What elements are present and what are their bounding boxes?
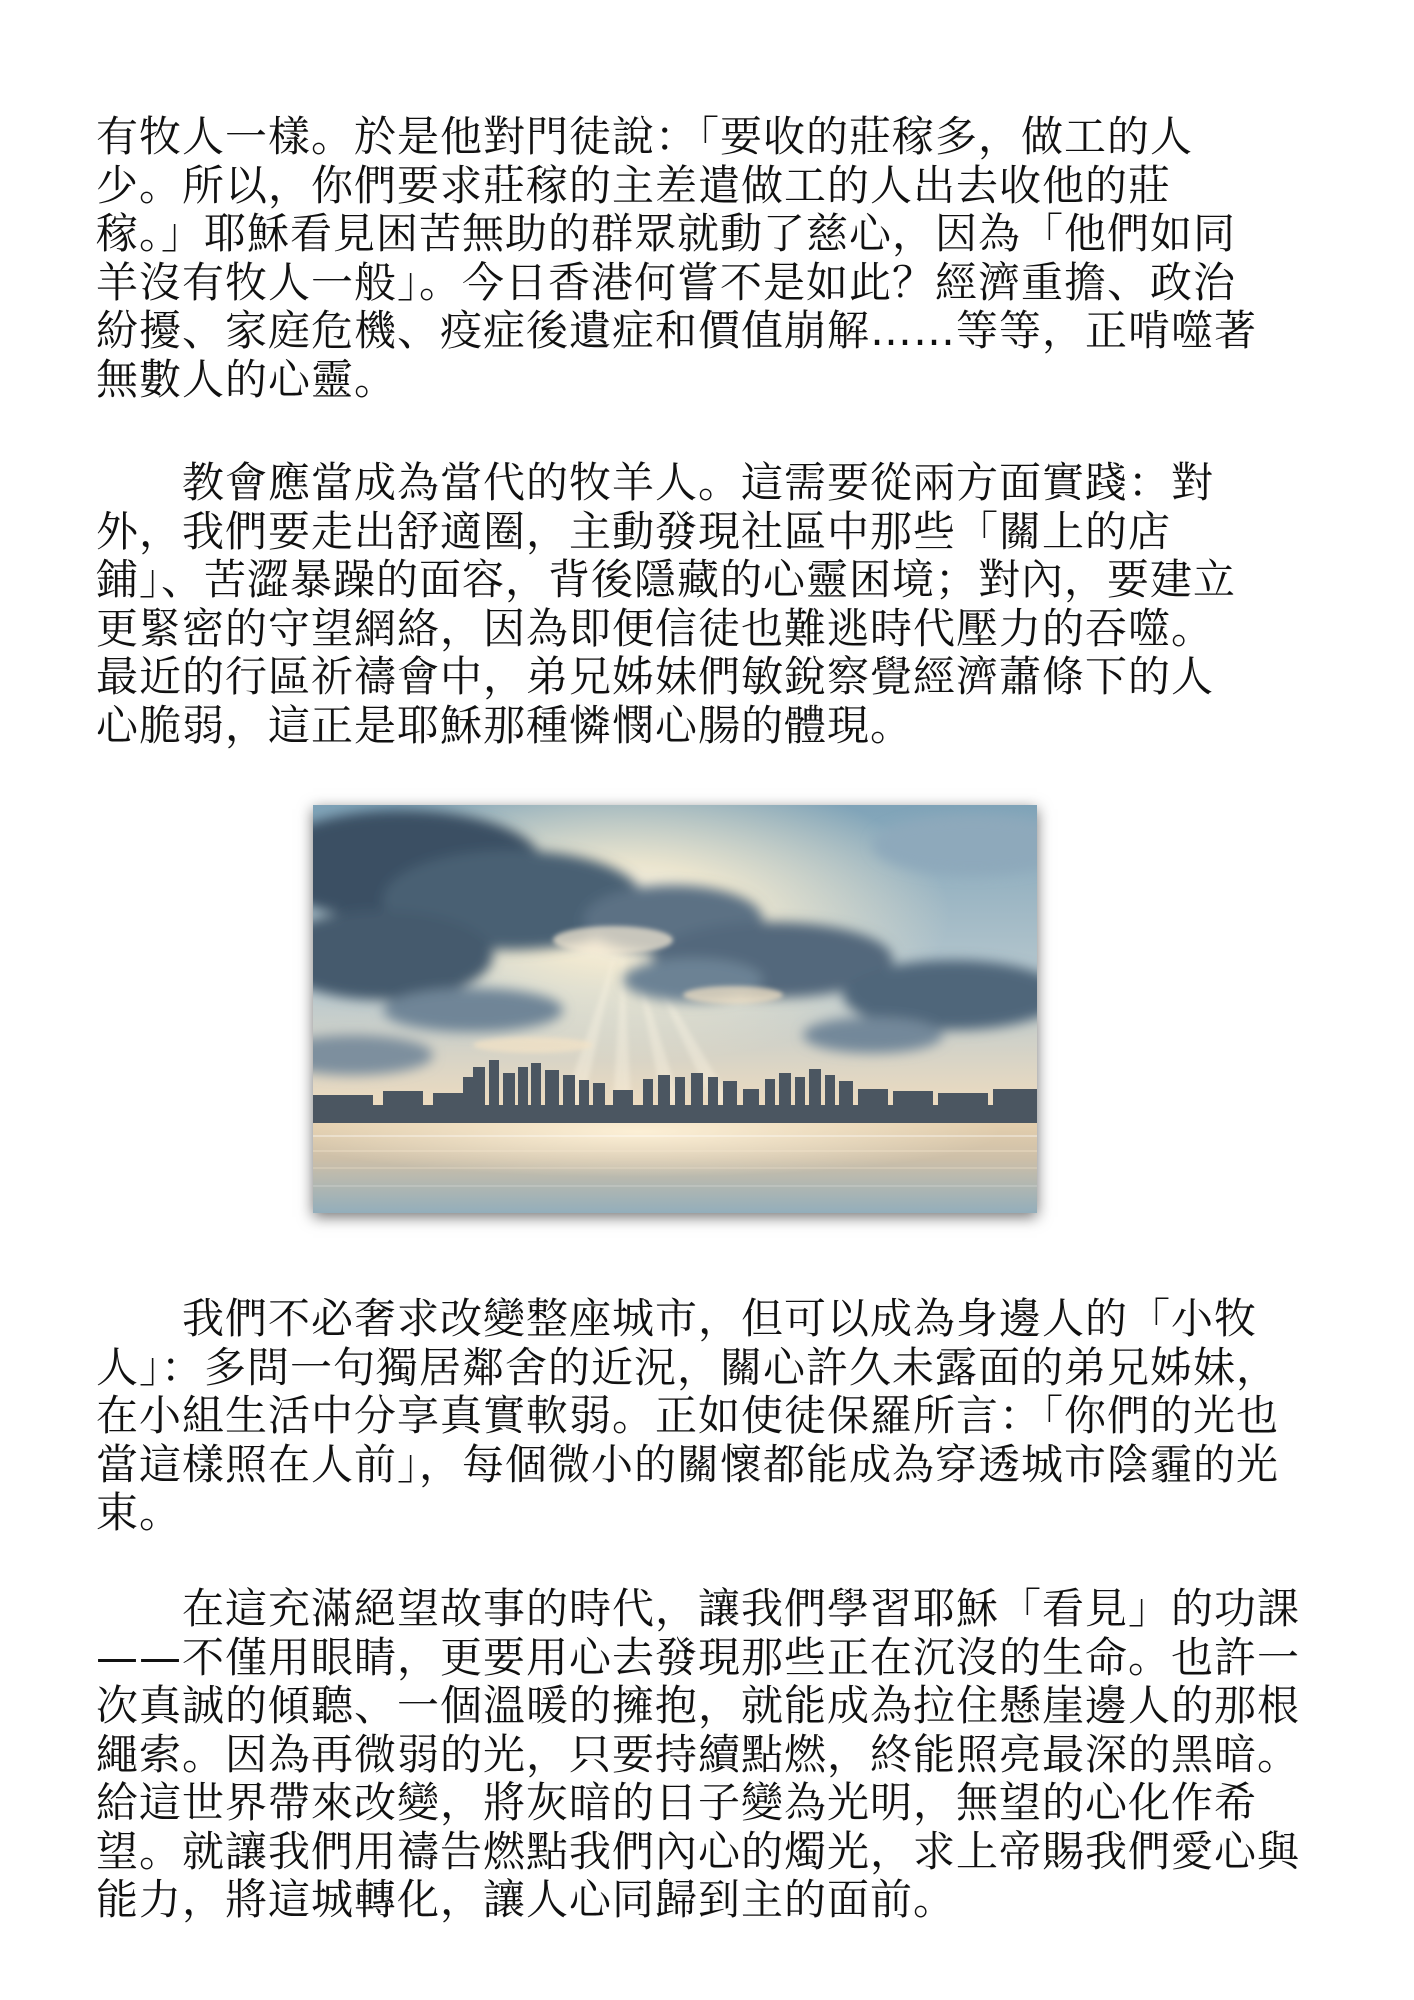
paragraph-1: 有牧人一樣。於是他對門徒說：「要收的莊稼多，做工的人 少。所以，你們要求莊稼的主差遣做工的人出去收他的莊 稼。」耶穌看見困苦無助的群眾就動了慈心，因為「他們如同 羊沒有牧人一般」。今日香港何嘗不是如此？經濟重擔、政治 紛擾、家庭危機、疫症後遺症和價值崩解……等等，正啃噬著 無數人的心靈。 [96,112,1258,404]
paragraph-3: 我們不必奢求改變整座城市，但可以成為身邊人的「小牧 人」：多問一句獨居鄰舍的近況，關心許久未露面的弟兄姊妹， 在小組生活中分享真實軟弱。正如使徒保羅所言：「你們的光也 當這樣照在人前」，每個微小的關懷都能成為穿透城市陰霾的光 束。 [96,1294,1280,1537]
paragraph-4: 在這充滿絕望故事的時代，讓我們學習耶穌「看見」的功課 ——不僅用眼睛，更要用心去發現那些正在沉沒的生命。也許一 次真誠的傾聽、一個溫暖的擁抱，就能成為拉住懸崖邊人的那根 繩索。因為再微弱的光，只要持續點燃，終能照亮最深的黑暗。 給這世界帶來改變，將灰暗的日子變為光明，無望的心化作希 望。就讓我們用禱告燃點我們內心的燭光，求上帝賜我們愛心與 能力，將這城轉化，讓人心同歸到主的面前。 [96,1584,1301,1924]
photo-illustration [313,805,1037,1213]
city-skyline-sunrise-photo [313,805,1037,1213]
paragraph-2: 教會應當成為當代的牧羊人。這需要從兩方面實踐：對 外，我們要走出舒適圈，主動發現社區中那些「關上的店 鋪」、苦澀暴躁的面容，背後隱藏的心靈困境；對內，要建立 更緊密的守望網絡，因為即便信徒也難逃時代壓力的吞噬。 最近的行區祈禱會中，弟兄姊妹們敏銳察覺經濟蕭條下的人 心脆弱，這正是耶穌那種憐憫心腸的體現。 [96,458,1237,750]
